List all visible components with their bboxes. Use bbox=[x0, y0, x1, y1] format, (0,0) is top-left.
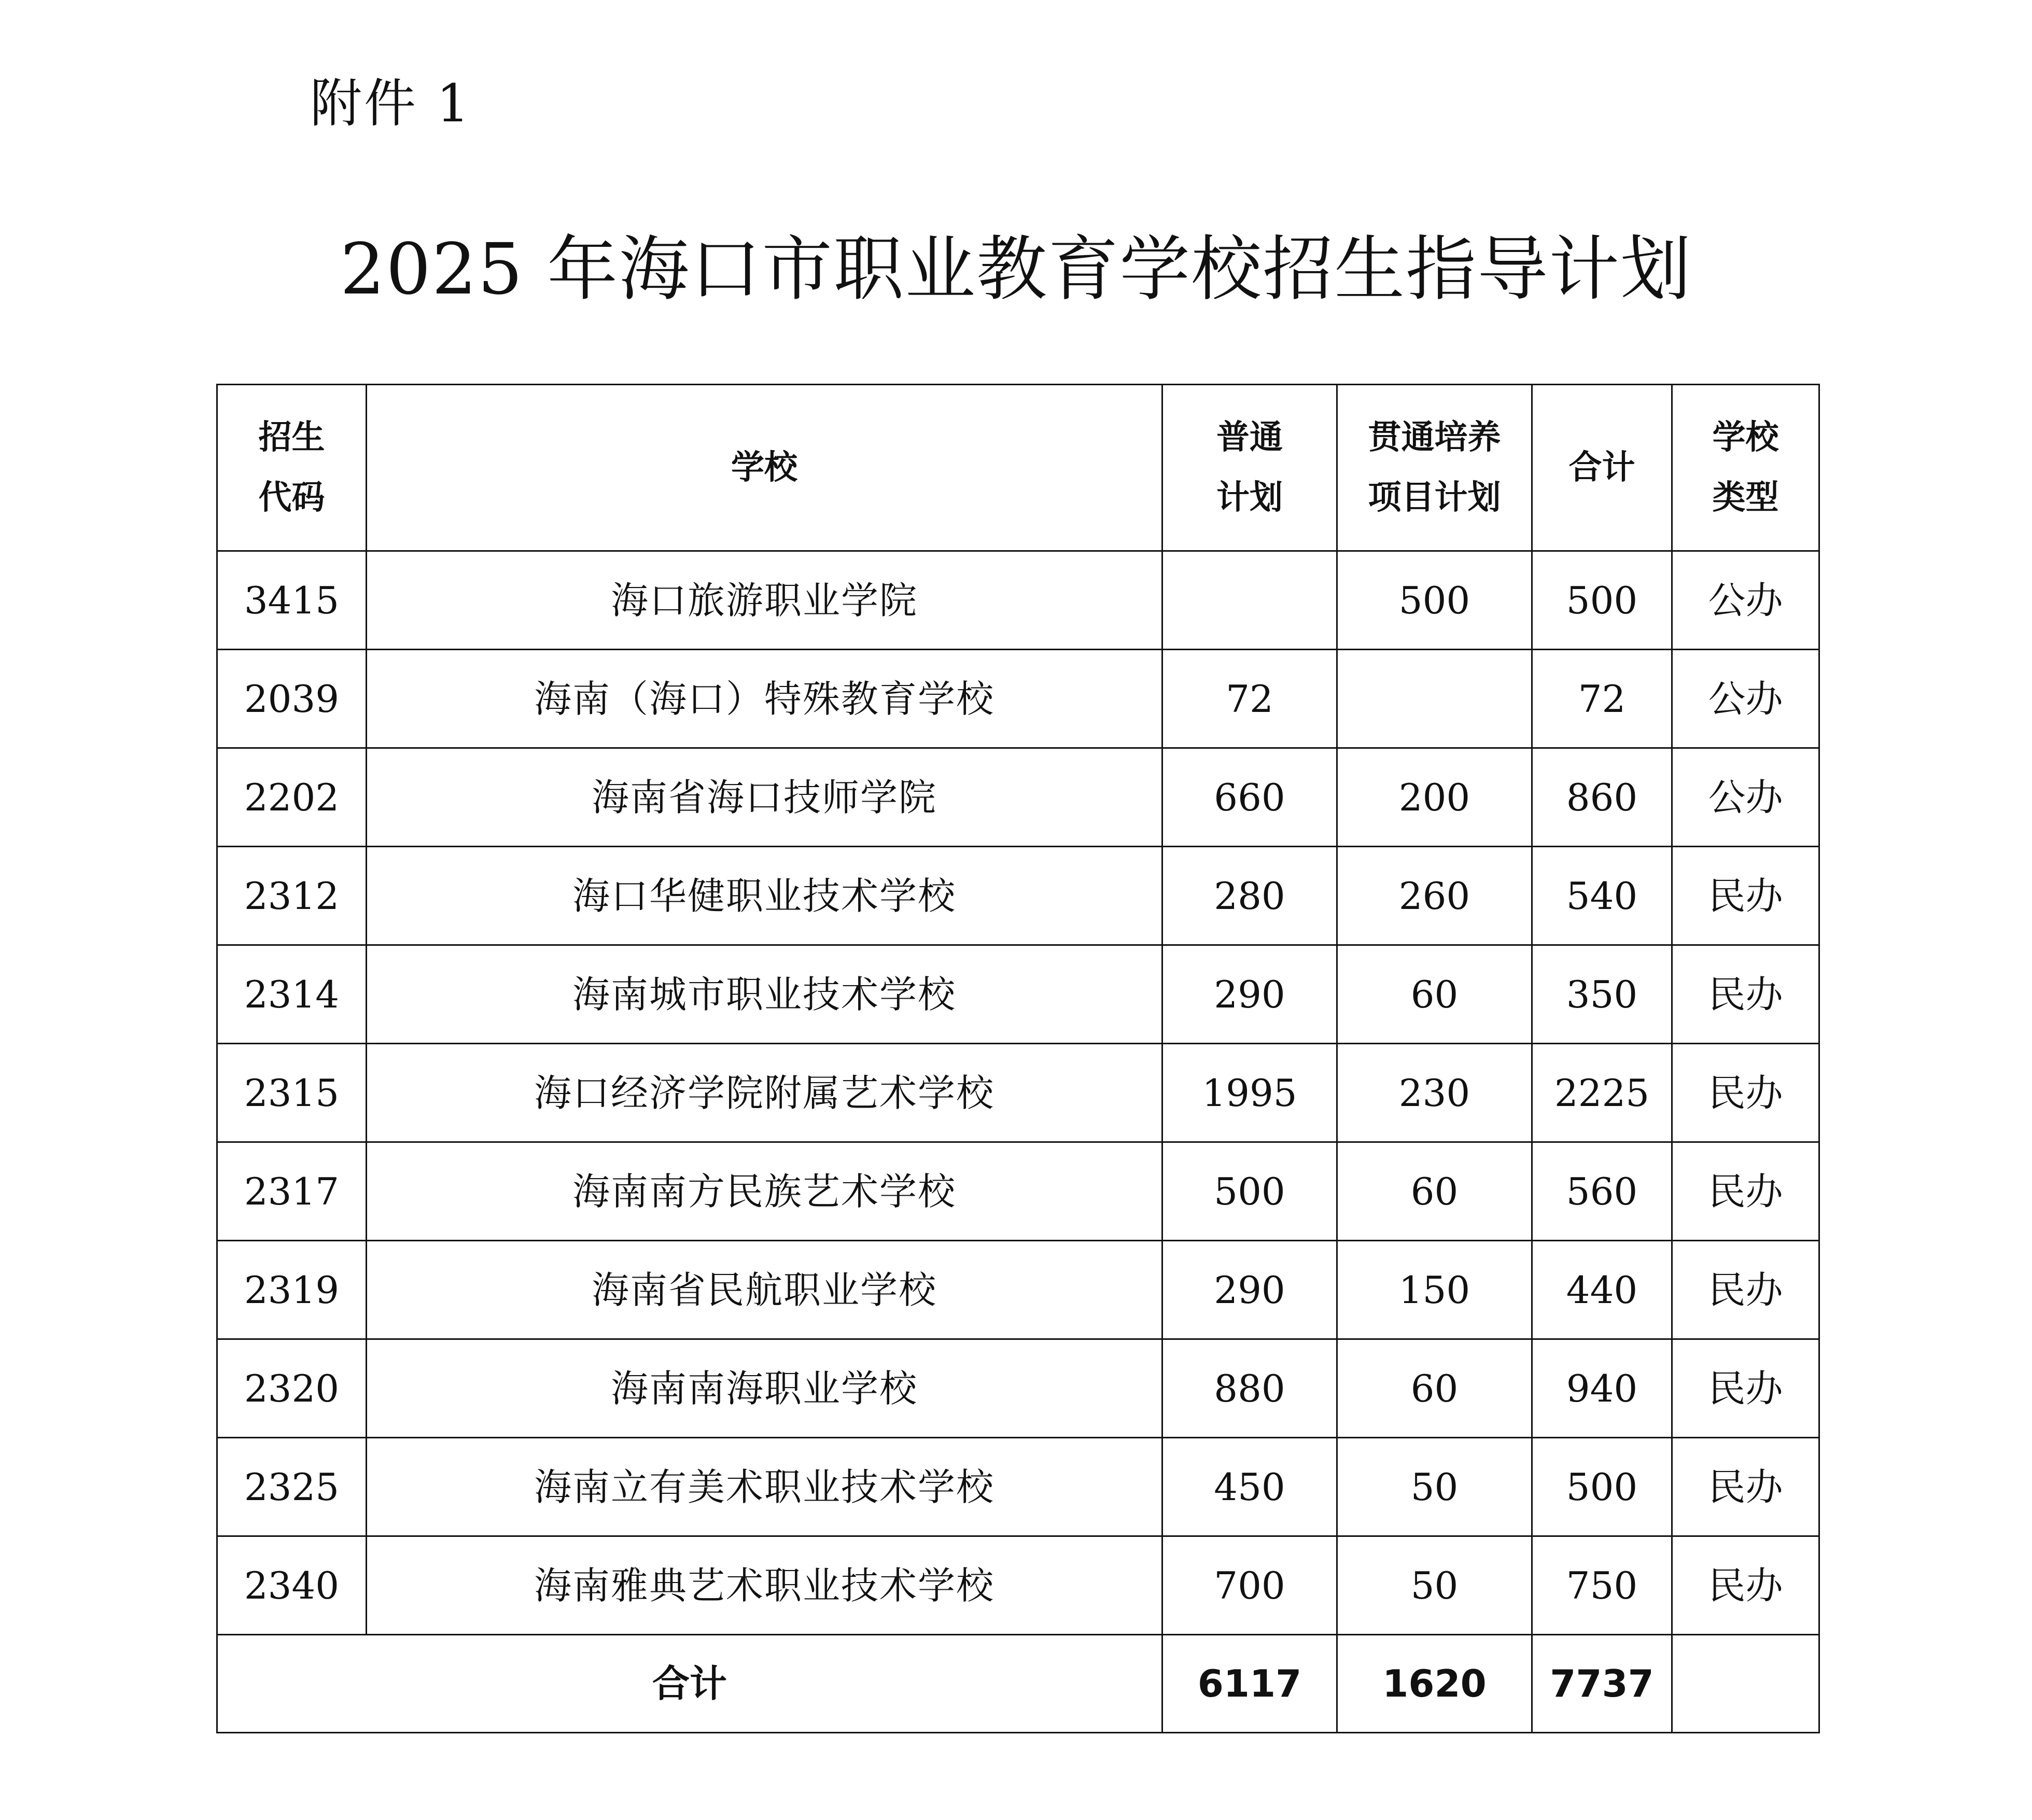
attachment-label: 附件 1 bbox=[310, 73, 472, 134]
header-type-line-2: 类型 bbox=[1712, 479, 1779, 517]
cell-school: 海南省民航职业学校 bbox=[367, 1241, 1162, 1339]
cell-total: 440 bbox=[1532, 1241, 1672, 1339]
table-row bbox=[217, 945, 1819, 1044]
table-row bbox=[217, 1142, 1819, 1241]
cell-regular: 290 bbox=[1162, 945, 1337, 1044]
cell-code: 2312 bbox=[217, 847, 367, 945]
cell-regular: 72 bbox=[1162, 650, 1337, 748]
cell-school: 海口华健职业技术学校 bbox=[367, 847, 1162, 945]
table-row bbox=[217, 1044, 1819, 1142]
cell-total: 860 bbox=[1532, 748, 1672, 847]
header-row bbox=[217, 385, 1819, 551]
cell-regular: 290 bbox=[1162, 1241, 1337, 1339]
cell-school: 海口经济学院附属艺术学校 bbox=[367, 1044, 1162, 1142]
header-code-line-2: 代码 bbox=[258, 479, 325, 517]
header-total: 合计 bbox=[1532, 385, 1672, 551]
cell-code: 2202 bbox=[217, 748, 367, 847]
header-code-line-1: 招生 bbox=[258, 418, 325, 457]
cell-type: 民办 bbox=[1672, 1438, 1819, 1536]
table-row bbox=[217, 650, 1819, 748]
header-regular-line-2: 计划 bbox=[1216, 479, 1283, 517]
summary-total: 7737 bbox=[1532, 1635, 1672, 1733]
table-row bbox=[217, 847, 1819, 945]
cell-type: 民办 bbox=[1672, 1142, 1819, 1241]
table-row bbox=[217, 1339, 1819, 1438]
cell-regular: 500 bbox=[1162, 1142, 1337, 1241]
enrollment-plan-table bbox=[216, 384, 1820, 1733]
cell-type: 民办 bbox=[1672, 847, 1819, 945]
cell-code: 2340 bbox=[217, 1536, 367, 1635]
cell-regular: 660 bbox=[1162, 748, 1337, 847]
header-regular-line-1: 普通 bbox=[1216, 418, 1283, 457]
cell-type: 民办 bbox=[1672, 1241, 1819, 1339]
cell-school: 海南南方民族艺术学校 bbox=[367, 1142, 1162, 1241]
header-school: 学校 bbox=[367, 385, 1162, 551]
cell-total: 72 bbox=[1532, 650, 1672, 748]
cell-school: 海南南海职业学校 bbox=[367, 1339, 1162, 1438]
cell-total: 940 bbox=[1532, 1339, 1672, 1438]
cell-total: 350 bbox=[1532, 945, 1672, 1044]
header-type bbox=[1672, 385, 1819, 551]
cell-regular: 280 bbox=[1162, 847, 1337, 945]
header-regular bbox=[1162, 385, 1337, 551]
table-row bbox=[217, 1438, 1819, 1536]
summary-through: 1620 bbox=[1337, 1635, 1532, 1733]
cell-type: 公办 bbox=[1672, 748, 1819, 847]
header-through bbox=[1337, 385, 1532, 551]
summary-regular: 6117 bbox=[1162, 1635, 1337, 1733]
cell-through: 260 bbox=[1337, 847, 1532, 945]
cell-total: 500 bbox=[1532, 1438, 1672, 1536]
header-type-line-1: 学校 bbox=[1712, 418, 1779, 457]
cell-type: 民办 bbox=[1672, 1044, 1819, 1142]
cell-code: 3415 bbox=[217, 551, 367, 650]
cell-through: 230 bbox=[1337, 1044, 1532, 1142]
table-row bbox=[217, 1241, 1819, 1339]
cell-type: 民办 bbox=[1672, 945, 1819, 1044]
cell-school: 海南雅典艺术职业技术学校 bbox=[367, 1536, 1162, 1635]
page-title: 2025 年海口市职业教育学校招生指导计划 bbox=[340, 229, 1692, 311]
header-code bbox=[217, 385, 367, 551]
cell-regular: 700 bbox=[1162, 1536, 1337, 1635]
cell-code: 2314 bbox=[217, 945, 367, 1044]
table-row bbox=[217, 748, 1819, 847]
cell-school: 海南立有美术职业技术学校 bbox=[367, 1438, 1162, 1536]
cell-school: 海口旅游职业学院 bbox=[367, 551, 1162, 650]
table-row bbox=[217, 1536, 1819, 1635]
cell-total: 2225 bbox=[1532, 1044, 1672, 1142]
cell-total: 560 bbox=[1532, 1142, 1672, 1241]
cell-through: 60 bbox=[1337, 1142, 1532, 1241]
summary-type bbox=[1672, 1635, 1819, 1733]
cell-code: 2320 bbox=[217, 1339, 367, 1438]
cell-type: 民办 bbox=[1672, 1339, 1819, 1438]
cell-total: 500 bbox=[1532, 551, 1672, 650]
cell-through: 50 bbox=[1337, 1438, 1532, 1536]
table-row bbox=[217, 551, 1819, 650]
cell-type: 公办 bbox=[1672, 650, 1819, 748]
cell-type: 民办 bbox=[1672, 1536, 1819, 1635]
cell-total: 750 bbox=[1532, 1536, 1672, 1635]
cell-regular: 1995 bbox=[1162, 1044, 1337, 1142]
cell-through: 50 bbox=[1337, 1536, 1532, 1635]
cell-through: 500 bbox=[1337, 551, 1532, 650]
cell-type: 公办 bbox=[1672, 551, 1819, 650]
cell-code: 2325 bbox=[217, 1438, 367, 1536]
cell-regular: 450 bbox=[1162, 1438, 1337, 1536]
summary-label: 合计 bbox=[217, 1635, 1162, 1733]
cell-code: 2315 bbox=[217, 1044, 367, 1142]
cell-through: 150 bbox=[1337, 1241, 1532, 1339]
header-through-line-1: 贯通培养 bbox=[1368, 418, 1501, 457]
cell-regular: 880 bbox=[1162, 1339, 1337, 1438]
cell-through: 200 bbox=[1337, 748, 1532, 847]
cell-through: 60 bbox=[1337, 945, 1532, 1044]
cell-through: 60 bbox=[1337, 1339, 1532, 1438]
cell-regular bbox=[1162, 551, 1337, 650]
cell-total: 540 bbox=[1532, 847, 1672, 945]
cell-code: 2039 bbox=[217, 650, 367, 748]
cell-through bbox=[1337, 650, 1532, 748]
cell-school: 海南（海口）特殊教育学校 bbox=[367, 650, 1162, 748]
cell-school: 海南城市职业技术学校 bbox=[367, 945, 1162, 1044]
cell-code: 2317 bbox=[217, 1142, 367, 1241]
summary-row bbox=[217, 1635, 1819, 1733]
cell-code: 2319 bbox=[217, 1241, 367, 1339]
header-through-line-2: 项目计划 bbox=[1368, 479, 1501, 517]
cell-school: 海南省海口技师学院 bbox=[367, 748, 1162, 847]
